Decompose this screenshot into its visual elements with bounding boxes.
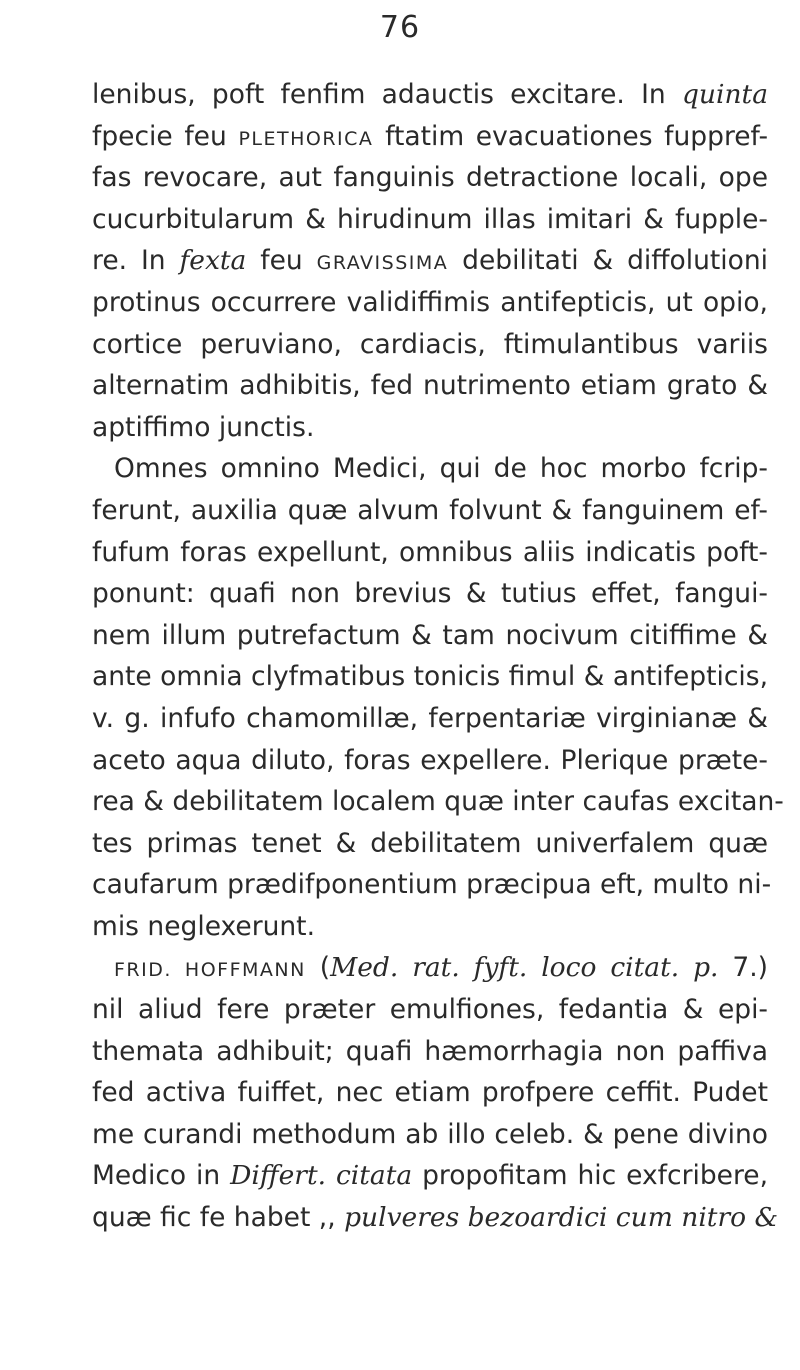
text-line: themata adhibuit; quafi hæmorrhagia non paffiva: [92, 1035, 768, 1067]
text-line: me curandi methodum ab illo celeb. & pene divino: [92, 1118, 768, 1150]
text-line: caufarum prædifponentium præcipua eft, multo ni-: [92, 869, 772, 901]
text-line: Omnes omnino Medici, qui de hoc morbo fcrip-: [114, 453, 768, 485]
text-line: quæ fic fe habet ,, pulveres bezoardici cum nitro &: [92, 1202, 779, 1234]
text-line: fufum foras expellunt, omnibus aliis indicatis poft-: [92, 536, 768, 568]
text-line: re. In fexta feu GRAVISSIMA debilitati & diffolutioni: [92, 245, 768, 277]
text-line: ponunt: quafi non brevius & tutius effet, fangui-: [92, 578, 768, 610]
text-line: lenibus, poft fenfim adauctis excitare. In quinta: [92, 79, 768, 110]
body-text: [92, 74, 784, 1239]
text-line: nil aliud fere præter emulfiones, fedantia & epi-: [92, 994, 768, 1026]
text-line: protinus occurrere validiffimis antifepticis, ut opio,: [92, 286, 768, 318]
text-line: tes primas tenet & debilitatem univerfalem quæ: [92, 827, 768, 859]
text-line: nem illum putrefactum & tam nocivum citiffime &: [92, 619, 768, 651]
text-line: aptiffimo junctis.: [92, 411, 315, 443]
text-line: aceto aqua diluto, foras expellere. Plerique præte-: [92, 744, 768, 776]
text-line: cucurbitularum & hirudinum illas imitari & fupple-: [92, 203, 768, 235]
text-line: Medico in Differt. citata propofitam hic exfcribere,: [92, 1160, 768, 1192]
text-line: fas revocare, aut fanguinis detractione locali, ope: [92, 162, 768, 194]
text-line: mis neglexerunt.: [92, 910, 315, 942]
text-line: fpecie feu PLETHORICA ftatim evacuationes fuppref-: [92, 120, 769, 152]
text-line: fed activa fuiffet, nec etiam profpere ceffit. Pudet: [92, 1077, 768, 1109]
text-line: v. g. infufo chamomillæ, ferpentariæ virginianæ &: [92, 702, 768, 734]
text-line: FRID. HOFFMANN (Med. rat. fyft. loco citat. p. 7.): [114, 952, 768, 984]
text-line: rea & debilitatem localem quæ inter caufas excitan-: [92, 786, 784, 818]
text-line: ferunt, auxilia quæ alvum folvunt & fanguinem ef-: [92, 494, 768, 526]
text-line: alternatim adhibitis, fed nutrimento etiam grato &: [92, 370, 768, 402]
page-number: 76: [379, 10, 421, 45]
text-line: ante omnia clyfmatibus tonicis fimul & antifepticis,: [92, 661, 768, 693]
text-line: cortice peruviano, cardiacis, ftimulantibus variis: [92, 328, 768, 360]
